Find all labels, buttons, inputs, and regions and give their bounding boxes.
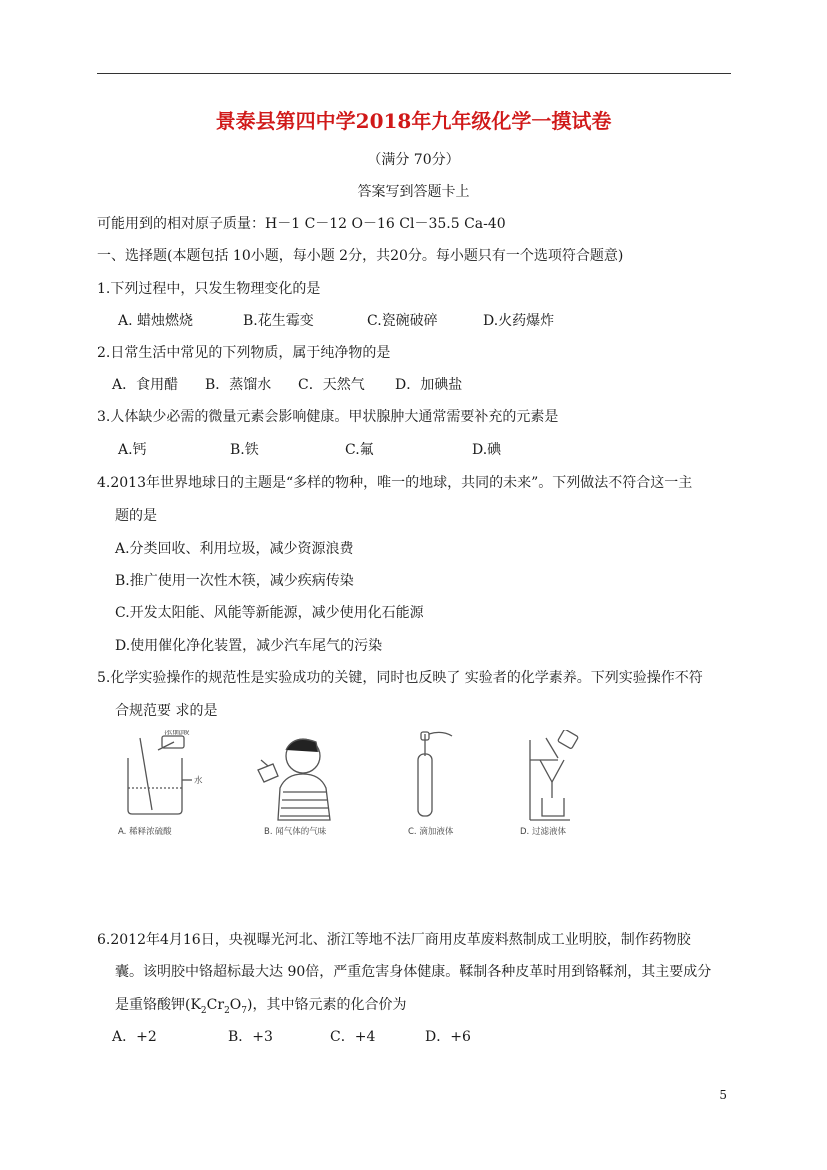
question-3: 3.人体缺少必需的微量元素会影响健康。甲状腺肿大通常需要补充的元素是 <box>97 409 559 425</box>
q2-option-b: B．蒸馏水 <box>205 377 272 393</box>
q4-option-d: D.使用催化净化装置，减少汽车尾气的污染 <box>115 638 383 654</box>
lab-figure-svg <box>118 730 598 840</box>
caption-b: B. 闻气体的气味 <box>264 827 327 837</box>
q6-line3-prefix: 是重铬酸钾(K <box>115 997 201 1013</box>
header-rule <box>97 73 731 74</box>
caption-d: D. 过滤液体 <box>520 827 566 837</box>
q1-option-c: C.瓷碗破碎 <box>367 313 438 329</box>
question-4-line-1: 4.2013年世界地球日的主题是“多样的物种，唯一的地球，共同的未来”。下列做法不符合这一主 <box>97 475 693 491</box>
question-1: 1.下列过程中，只发生物理变化的是 <box>97 281 321 297</box>
q1-option-d: D.火药爆炸 <box>483 313 555 329</box>
filtration-illustration <box>530 730 578 820</box>
o-subscript: 7 <box>241 1005 248 1016</box>
k-subscript: 2 <box>200 1005 207 1016</box>
q6-option-a: A．+2 <box>112 1029 157 1045</box>
page-number: 5 <box>719 1088 727 1102</box>
question-6-line-2: 囊。该明胶中铬超标最大达 90倍，严重危害身体健康。鞣制各种皮革时用到铬鞣剂，其主要成分 <box>115 964 712 980</box>
caption-a: A. 稀释浓硫酸 <box>118 827 172 837</box>
water-label: 水 <box>194 776 203 786</box>
q2-option-c: C．天然气 <box>298 377 365 393</box>
q6-line3-suffix: )，其中铬元素的化合价为 <box>247 997 407 1013</box>
q3-option-c: C.氟 <box>345 442 374 458</box>
q3-option-b: B.铁 <box>230 442 259 458</box>
chromium-symbol: Cr <box>206 997 225 1013</box>
question-6-line-1: 6.2012年4月16日，央视曝光河北、浙江等地不法厂商用皮革废料熬制成工业明胶，制作药物胶 <box>97 932 691 948</box>
q1-option-b: B.花生霉变 <box>243 313 314 329</box>
q2-option-d: D．加碘盐 <box>395 377 463 393</box>
cr-subscript: 2 <box>224 1005 230 1016</box>
q6-option-d: D．+6 <box>425 1029 471 1045</box>
q3-option-d: D.碘 <box>472 442 502 458</box>
question-5-line-2: 合规范要 求的是 <box>115 703 218 719</box>
oxygen-symbol: O <box>229 997 242 1013</box>
atomic-mass-line: 可能用到的相对原子质量：H－1 C－12 O－16 Cl－35.5 Ca-40 <box>97 216 506 232</box>
answer-instruction: 答案写到答题卡上 <box>357 184 470 200</box>
question-2: 2.日常生活中常见的下列物质，属于纯净物的是 <box>97 345 391 361</box>
q2-option-a: A．食用醋 <box>112 377 179 393</box>
full-score: （满分 70分） <box>367 152 460 168</box>
q4-option-c: C.开发太阳能、风能等新能源，减少使用化石能源 <box>115 605 424 621</box>
dilution-beaker-illustration <box>128 736 192 814</box>
question-6-line-3 <box>115 995 406 1021</box>
page-title: 景泰县第四中学2018年九年级化学一摸试卷 <box>215 109 612 133</box>
lab-operations-figure <box>118 730 598 840</box>
q6-option-b: B．+3 <box>228 1029 273 1045</box>
q4-option-b: B.推广使用一次性木筷，减少疾病传染 <box>115 573 354 589</box>
q1-option-a: A. 蜡烛燃烧 <box>118 313 194 329</box>
acid-label: 浓硫酸 <box>164 730 190 737</box>
question-5-line-1: 5.化学实验操作的规范性是实验成功的关键，同时也反映了 实验者的化学素养。下列实验操作不符 <box>97 670 703 686</box>
q3-option-a: A.钙 <box>118 442 147 458</box>
q6-option-c: C．+4 <box>330 1029 376 1045</box>
q4-option-a: A.分类回收、利用垃圾，减少资源浪费 <box>115 541 354 557</box>
dropper-illustration <box>418 732 452 816</box>
caption-c: C. 滴加液体 <box>408 827 454 837</box>
boy-smelling-illustration <box>258 739 330 820</box>
question-4-line-2: 题的是 <box>115 508 157 524</box>
section-heading: 一、选择题(本题包括 10小题，每小题 2分，共20分。每小题只有一个选项符合题意) <box>97 248 624 264</box>
